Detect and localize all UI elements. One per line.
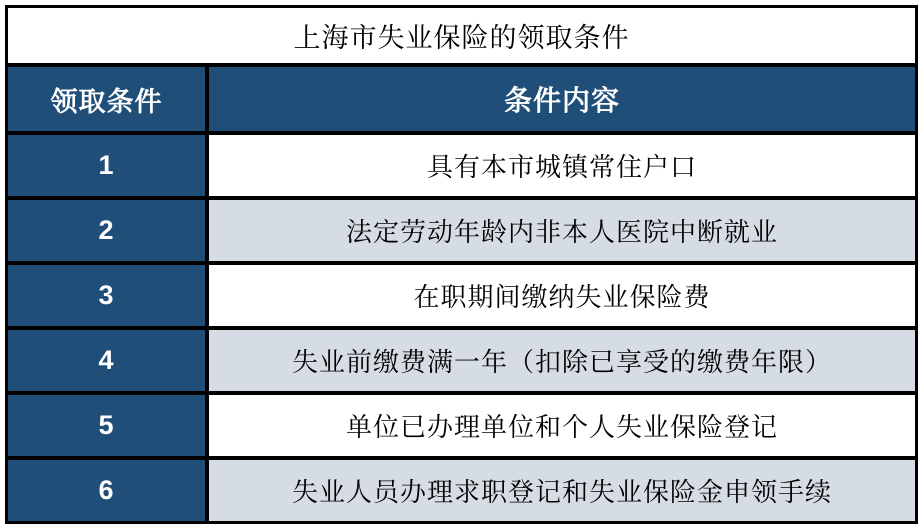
- row-content: 在职期间缴纳失业保险费: [209, 265, 915, 326]
- row-content: 失业前缴费满一年（扣除已享受的缴费年限）: [209, 330, 915, 391]
- table-row: [8, 326, 915, 391]
- table-row: [8, 196, 915, 261]
- column-header-condition-number: 领取条件: [8, 67, 209, 131]
- row-number: 3: [8, 265, 209, 326]
- row-number: 5: [8, 395, 209, 456]
- table-row: [8, 456, 915, 521]
- row-content: 失业人员办理求职登记和失业保险金申领手续: [209, 460, 915, 521]
- row-content: 具有本市城镇常住户口: [209, 135, 915, 196]
- table-header-row: [8, 63, 915, 131]
- row-number: 2: [8, 200, 209, 261]
- row-number: 4: [8, 330, 209, 391]
- table-row: [8, 261, 915, 326]
- row-number: 1: [8, 135, 209, 196]
- row-number: 6: [8, 460, 209, 521]
- row-content: 单位已办理单位和个人失业保险登记: [209, 395, 915, 456]
- table-row: [8, 131, 915, 196]
- table-title: 上海市失业保险的领取条件: [8, 8, 915, 63]
- row-content: 法定劳动年龄内非本人医院中断就业: [209, 200, 915, 261]
- insurance-conditions-table: [5, 5, 918, 524]
- column-header-condition-content: 条件内容: [209, 67, 915, 131]
- table-row: [8, 391, 915, 456]
